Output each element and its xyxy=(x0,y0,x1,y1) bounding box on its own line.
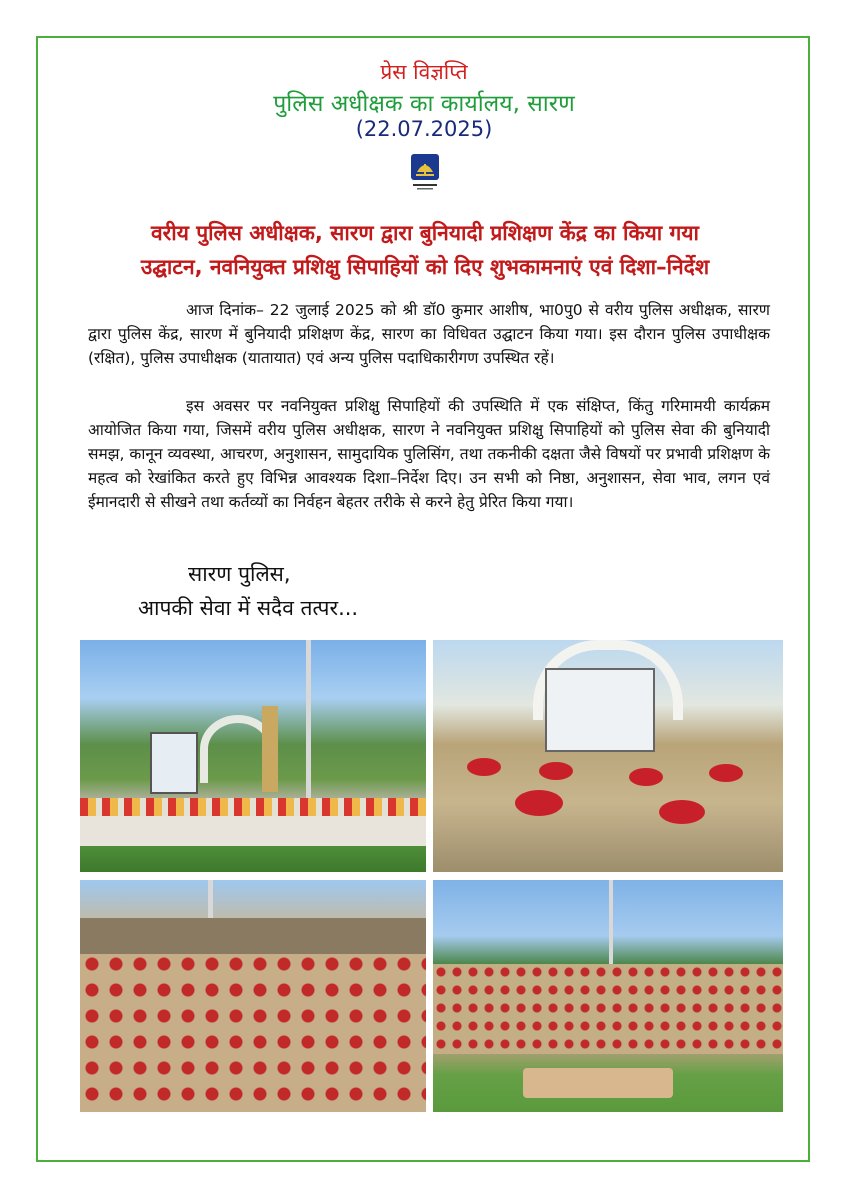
building xyxy=(80,918,426,954)
red-beret xyxy=(467,758,501,776)
office-heading: पुलिस अधीक्षक का कार्यालय, सारण xyxy=(273,91,575,117)
signoff-line-1: सारण पुलिस, xyxy=(188,562,291,586)
recruit-rows xyxy=(80,954,426,1112)
officer-figure xyxy=(262,706,278,792)
photo-recruits-closeup xyxy=(433,640,783,872)
body-paragraph-2: इस अवसर पर नवनियुक्त प्रशिक्षु सिपाहियों की उपस्थिति में एक संक्षिप्त, किंतु गरिमामयी कार्यक्रम आयोजित किया गया, जिसमें वरीय पुलिस अधीक्षक, सारण ने नवनियुक्त प्रशिक्षु सिपाहियों को पुलिस सेवा की बुनियादी समझ, कानून व्यवस्था, आचरण, अनुशासन, सामुदायिक पुलिसिंग, तथा तकनीकी दक्षता जैसे विषयों पर प्रभावी प्रशिक्षण के महत्व को रेखांकित करते हुए विभिन्न आवश्यक दिशा–निर्देश दिए। उन सभी को निष्ठा, अनुशासन, सेवा भाव, लगन एवं ईमानदारी से सीखने तथा कर्तव्यों का निर्वहन बेहतर तरीके से करने हेतु प्रेरित किया गया। xyxy=(88,397,770,511)
red-beret xyxy=(659,800,705,824)
bihar-police-emblem-icon xyxy=(408,152,442,192)
press-release-heading: प्रेस विज्ञप्ति xyxy=(380,60,468,84)
red-beret xyxy=(539,762,573,780)
red-beret xyxy=(629,768,663,786)
recruit-group xyxy=(433,964,783,1054)
body-paragraph-1: आज दिनांक– 22 जुलाई 2025 को श्री डॉ0 कुमार आशीष, भा0पु0 से वरीय पुलिस अधीक्षक, सारण द्वारा पुलिस केंद्र, सारण में बुनियादी प्रशिक्षण केंद्र, सारण का विधिवत उद्घाटन किया गया। इस दौरान पुलिस उपाधीक्षक (रक्षित), पुलिस उपाधीक्षक (यातायात) एवं अन्य पुलिस पदाधिकारीगण उपस्थित रहें। xyxy=(88,301,770,367)
photo-assembled-recruits xyxy=(80,880,426,1112)
inauguration-plaque xyxy=(150,732,198,794)
headline-line-1: वरीय पुलिस अधीक्षक, सारण द्वारा बुनियादी प्रशिक्षण केंद्र का किया गया xyxy=(151,221,699,245)
release-date: (22.07.2025) xyxy=(355,117,493,141)
flag-pole xyxy=(306,640,311,800)
photo-inauguration-stage xyxy=(80,640,426,872)
headline-line-2: उद्घाटन, नवनियुक्त प्रशिक्षु सिपाहियों को दिए शुभकामनाएं एवं दिशा–निर्देश xyxy=(140,255,710,279)
inauguration-banner xyxy=(545,668,655,752)
stage-skirt xyxy=(80,816,426,846)
red-beret xyxy=(515,790,563,816)
ground-path xyxy=(523,1068,673,1098)
red-beret xyxy=(709,764,743,782)
photo-group-ground xyxy=(433,880,783,1112)
headline xyxy=(80,216,770,284)
flower-decoration xyxy=(80,798,426,816)
signoff-line-2: आपकी सेवा में सदैव तत्पर... xyxy=(138,596,359,620)
